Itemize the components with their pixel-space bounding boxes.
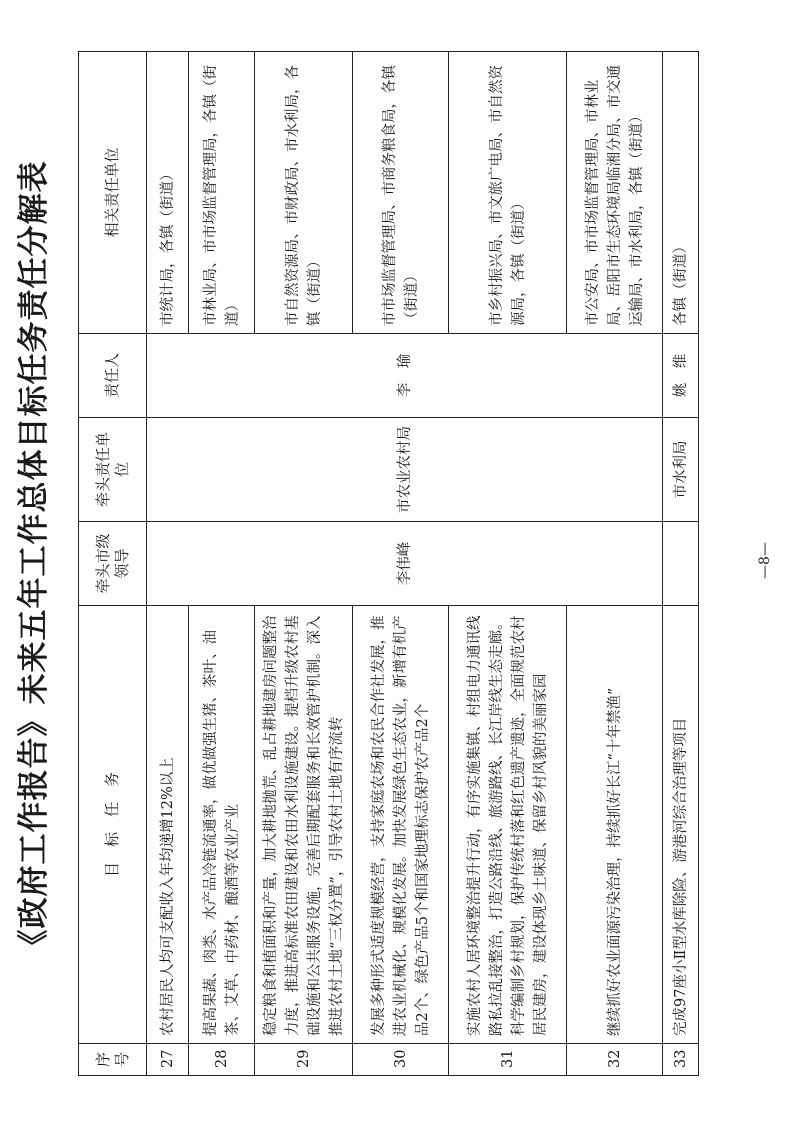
lead-unit-cell: 市水利局 xyxy=(663,418,699,522)
row-no: 29 xyxy=(255,1044,353,1076)
table-header-row xyxy=(79,52,147,1076)
row-task: 稳定粮食和植面积和产量，加大耕地抛荒、乱占耕地建房问题整治力度，推进高标准农田建设和农田水利设施建设。提档升级农村基础设施和公共服务设施，完善后期配套服务和长效管护机制。深入推进农村土地“三权分置”，引导农村土地有序流转 xyxy=(255,606,353,1044)
row-no: 33 xyxy=(663,1044,699,1076)
row-task: 发展多种形式适度规模经营，支持家庭农场和农民合作社发展，推进农业机械化、规模化发展。加快发展绿色生态农业，新增有机产品2个、绿色产品5个和国家地理标志保护农产品2个 xyxy=(353,606,449,1044)
table-row xyxy=(147,52,189,1076)
row-task: 提高果蔬、肉类、水产品冷链流通率，做优做强生猪、茶叶、油茶、艾草、中药材、酿酒等农业产业 xyxy=(189,606,255,1044)
header-no: 序号 xyxy=(79,1044,147,1076)
header-lead-unit: 牵头责任单位 xyxy=(79,418,147,522)
row-related: 市统计局，各镇（街道） xyxy=(147,52,189,334)
row-related: 市自然资源局、市财政局、市水利局，各镇（街道） xyxy=(255,52,353,334)
lead-leader-cell: 李伟峰 xyxy=(147,522,663,606)
row-related: 市市场监督管理局、市商务粮食局，各镇（街道） xyxy=(353,52,449,334)
row-task: 实施农村人居环境整治提升行动，有序实施集镇、村组电力通讯线路私拉乱接整治，打造公路沿线、旅游路线、长江岸线生态走廊。科学编制乡村规划，保护传统村落和红色遗产遗迹，全面规范农村居民建房，建设体现乡土味道、保留乡村风貌的美丽家园 xyxy=(449,606,567,1044)
row-task: 农村居民人均可支配收入年均递增12%以上 xyxy=(147,606,189,1044)
lead-unit-cell: 市农业农村局 xyxy=(147,418,663,522)
row-related: 市乡村振兴局、市文旅广电局、市自然资源局，各镇（街道） xyxy=(449,52,567,334)
row-no: 28 xyxy=(189,1044,255,1076)
page-number: —8— xyxy=(757,542,773,579)
header-related: 相关责任单位 xyxy=(79,52,147,334)
header-person: 责任人 xyxy=(79,334,147,418)
responsible-person-cell: 姚 维 xyxy=(663,334,699,418)
row-no: 30 xyxy=(353,1044,449,1076)
document-title: 《政府工作报告》未来五年工作总体目标任务责任分解表 xyxy=(16,160,52,961)
row-related: 市林业局、市市场监督管理局，各镇（街道） xyxy=(189,52,255,334)
responsibility-table xyxy=(78,51,699,1076)
header-task: 目 标 任 务 xyxy=(79,606,147,1044)
row-task: 完成97座小Ⅱ型水库除险、游港河综合治理等项目 xyxy=(663,606,699,1044)
row-no: 32 xyxy=(567,1044,663,1076)
table-row xyxy=(663,52,699,1076)
header-leader: 牵头市级领导 xyxy=(79,522,147,606)
responsible-person-cell: 李 瑜 xyxy=(147,334,663,418)
row-task: 继续抓好农业面源污染治理，持续抓好长江“十年禁渔” xyxy=(567,606,663,1044)
lead-leader-cell-empty xyxy=(663,522,699,606)
row-no: 31 xyxy=(449,1044,567,1076)
row-related: 市公安局、市市场监督管理局、市林业局、岳阳市生态环境局临湘分局、市交通运输局、市水利局，各镇（街道） xyxy=(567,52,663,334)
row-no: 27 xyxy=(147,1044,189,1076)
row-related: 各镇（街道） xyxy=(663,52,699,334)
